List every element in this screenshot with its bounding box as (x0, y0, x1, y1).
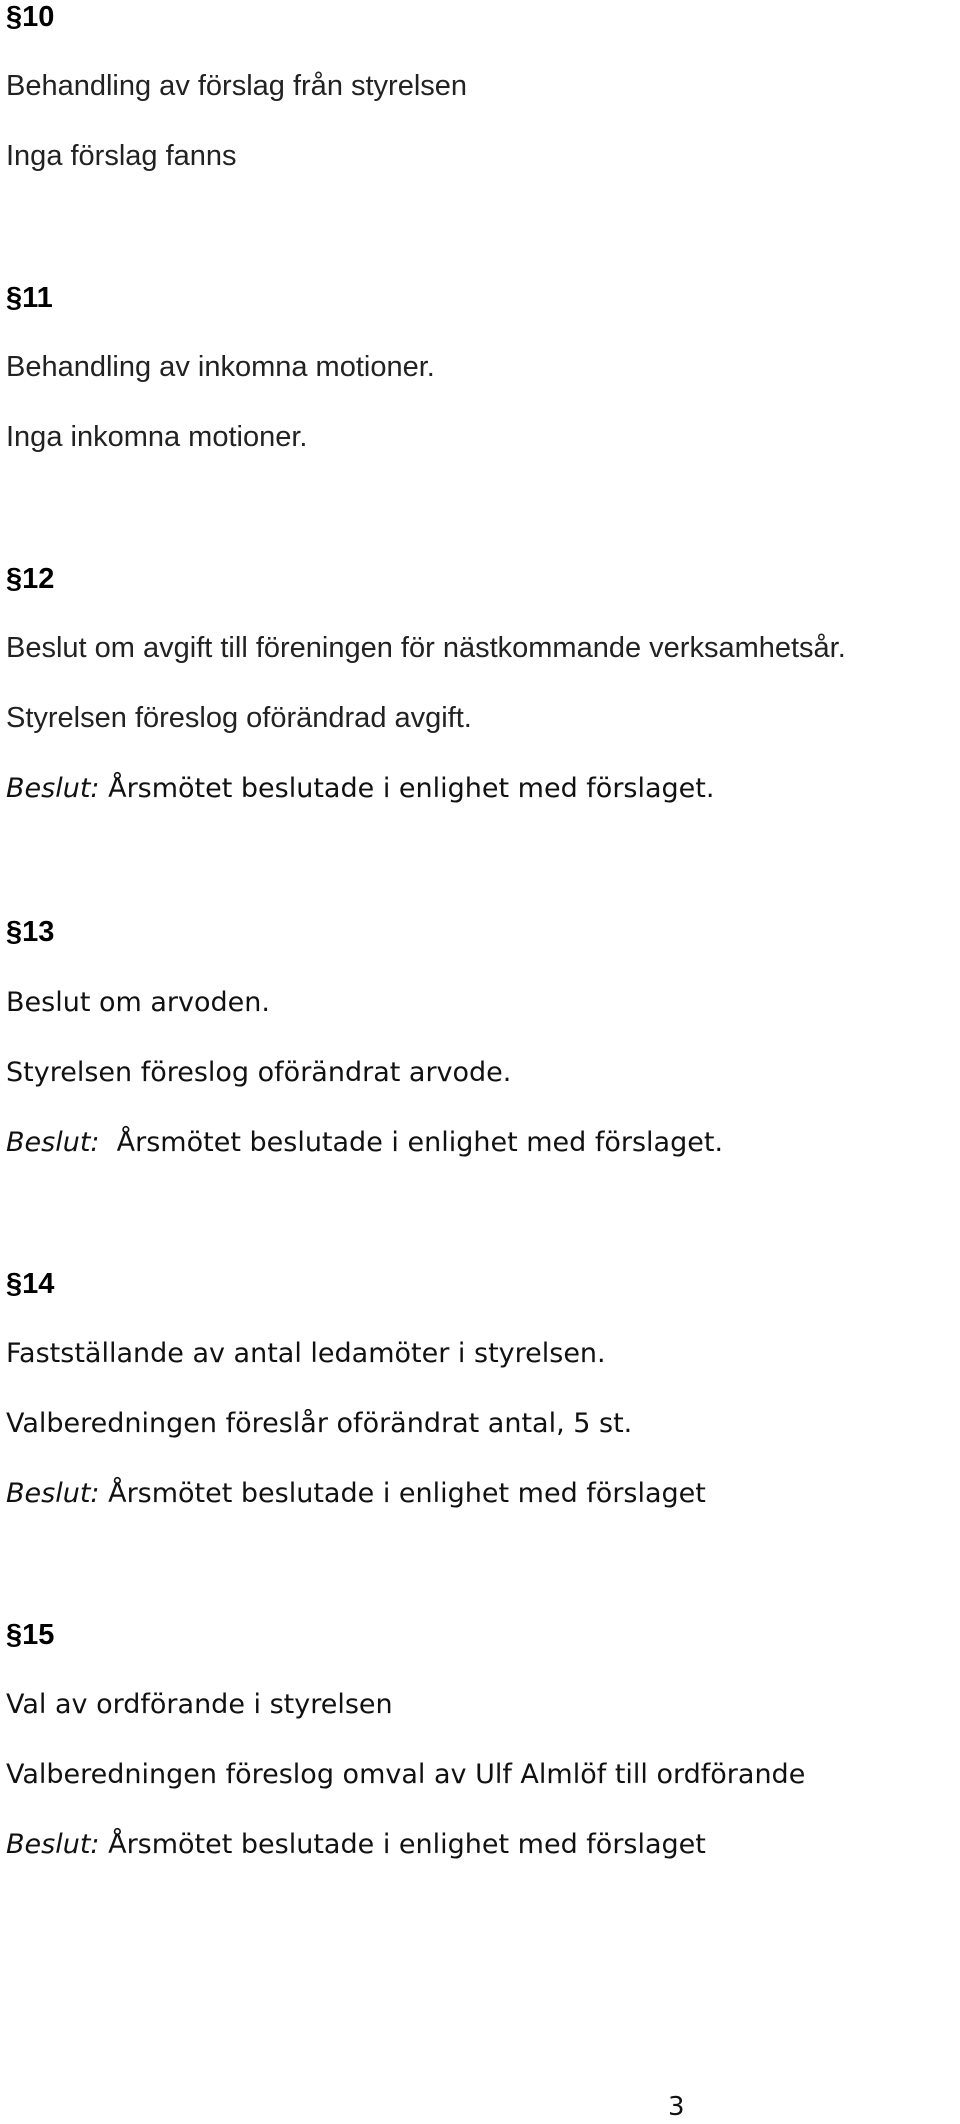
section-10-heading: §10 (6, 1, 55, 33)
beslut-text: Årsmötet beslutade i enlighet med förslaget (108, 1829, 706, 1860)
section-14-title: Fastställande av antal ledamöter i styrelsen. (6, 1338, 606, 1369)
beslut-label: Beslut: (6, 1829, 100, 1860)
section-12-beslut (6, 775, 714, 802)
beslut-label: Beslut: (6, 773, 100, 804)
section-14-text: Valberedningen föreslår oförändrat antal, 5 st. (6, 1408, 633, 1439)
section-13-text: Styrelsen föreslog oförändrat arvode. (6, 1057, 512, 1088)
section-13-title: Beslut om arvoden. (6, 987, 270, 1018)
beslut-label: Beslut: (6, 1478, 100, 1509)
section-14-heading: §14 (6, 1268, 55, 1300)
section-11-heading: §11 (6, 282, 53, 314)
beslut-label: Beslut: (6, 1127, 100, 1158)
section-13-heading: §13 (6, 916, 55, 948)
section-15-title: Val av ordförande i styrelsen (6, 1689, 393, 1720)
section-15-heading: §15 (6, 1619, 55, 1651)
section-15-beslut (6, 1831, 706, 1858)
beslut-text: Årsmötet beslutade i enlighet med förslaget. (116, 1127, 724, 1158)
section-10-title: Behandling av förslag från styrelsen (6, 70, 468, 102)
beslut-text: Årsmötet beslutade i enlighet med förslaget. (108, 773, 715, 804)
section-12-title: Beslut om avgift till föreningen för nästkommande verksamhetsår. (6, 632, 846, 664)
page-number: 3 (668, 2092, 685, 2122)
section-11-title: Behandling av inkomna motioner. (6, 351, 435, 383)
section-11-text: Inga inkomna motioner. (6, 421, 308, 453)
section-13-beslut (6, 1129, 723, 1156)
section-15-text: Valberedningen föreslog omval av Ulf Almlöf till ordförande (6, 1759, 806, 1790)
section-12-heading: §12 (6, 563, 55, 595)
section-10-text: Inga förslag fanns (6, 140, 237, 172)
beslut-text: Årsmötet beslutade i enlighet med förslaget (108, 1478, 706, 1509)
section-12-text: Styrelsen föreslog oförändrad avgift. (6, 702, 472, 734)
section-14-beslut (6, 1480, 706, 1507)
